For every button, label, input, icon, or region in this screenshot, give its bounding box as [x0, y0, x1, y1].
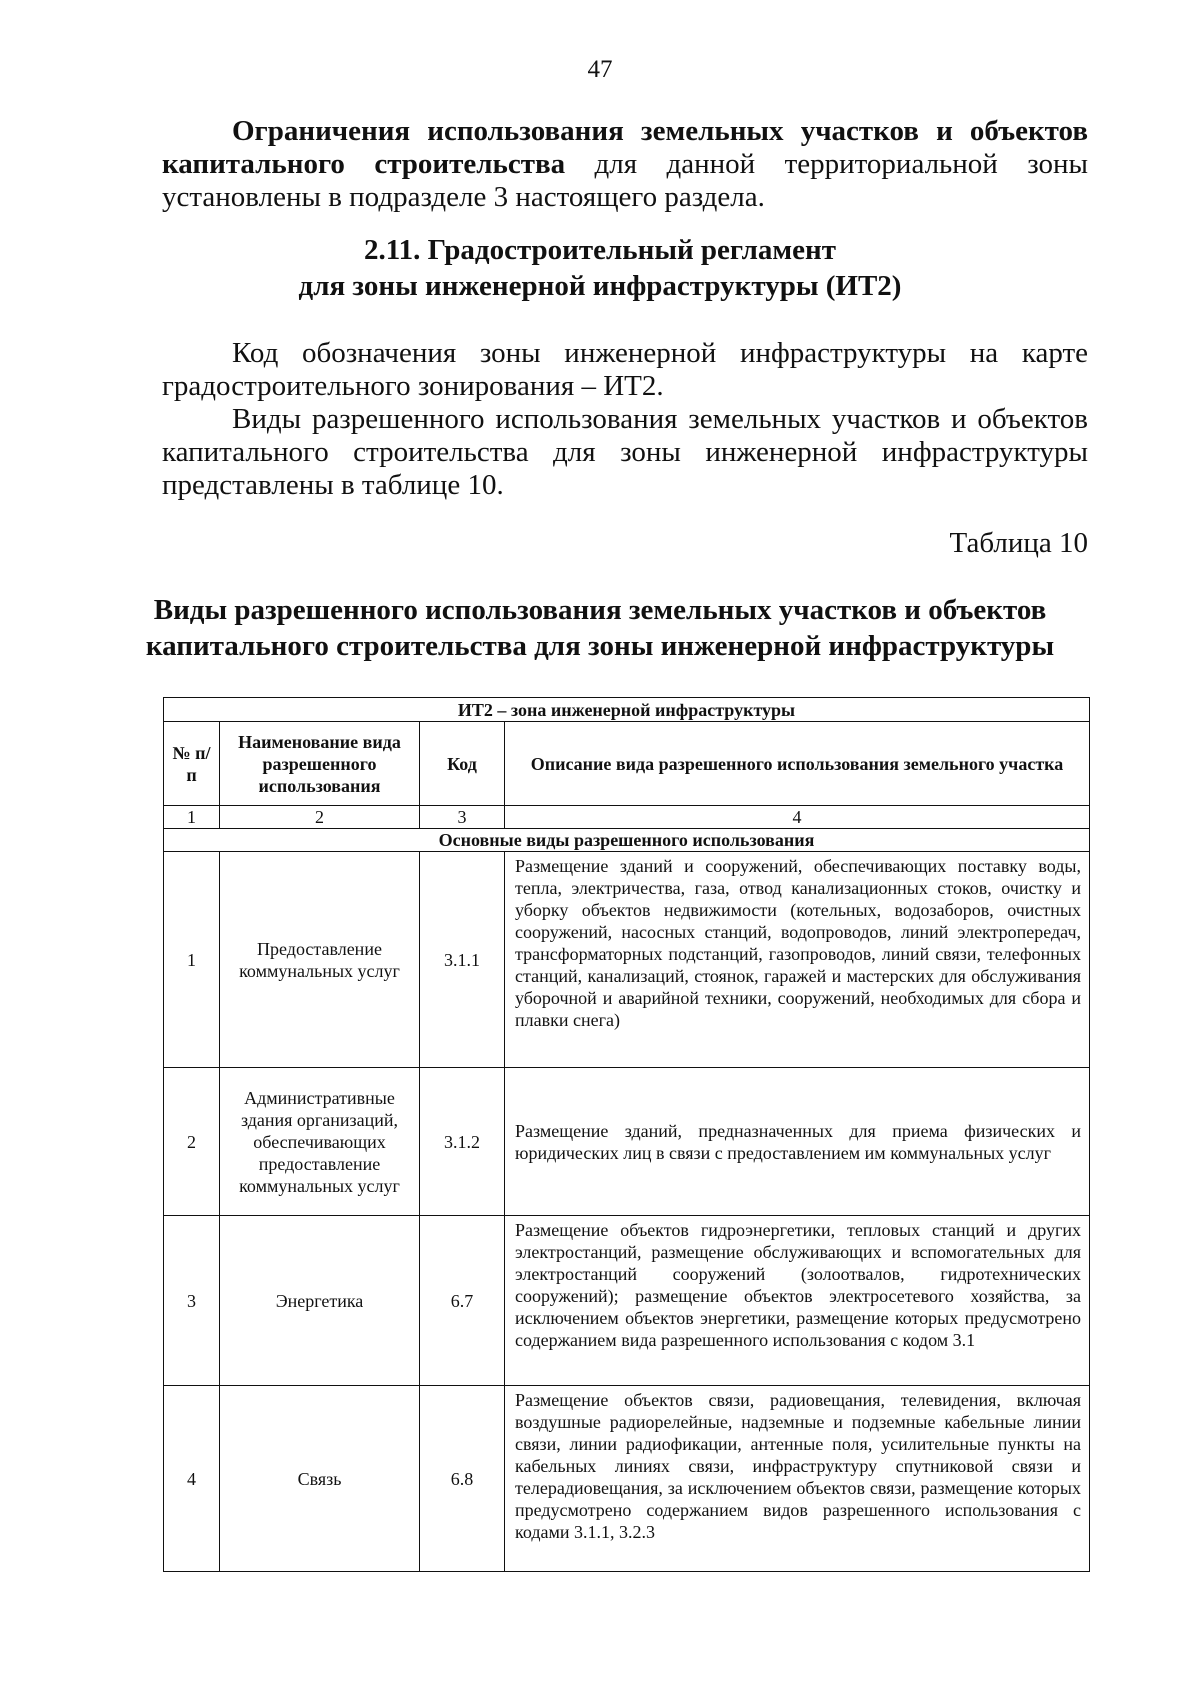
- column-number-row: [164, 806, 1090, 829]
- table-label: Таблица 10: [949, 527, 1088, 559]
- intro-line-3: установлены в подразделе 3 настоящего раздела.: [162, 181, 765, 213]
- table-title-line-2: капитального строительства для зоны инженерной инфраструктуры: [145, 630, 1055, 662]
- zone-header-row: [164, 698, 1090, 722]
- intro-line-1: Ограничения использования земельных участков и объектов: [232, 115, 1088, 147]
- table-row: [164, 1216, 1090, 1386]
- row-description: Размещение объектов гидроэнергетики, тепловых станций и других электростанций, размещение обслуживающих и вспомогательных для электростанций сооружений (золоотвалов, гидротехнических сооружений); размещение объектов электросетевого хозяйства, за исключением объектов энергетики, размещение которых предусмотрено содержанием вида разрешенного использования с кодом 3.1: [505, 1216, 1090, 1386]
- permitted-use-line-1: Виды разрешенного использования земельных участков и объектов: [232, 403, 1088, 435]
- row-description: Размещение зданий и сооружений, обеспечивающих поставку воды, тепла, электричества, газа, отвод канализационных стоков, очистку и уборку объектов недвижимости (котельных, водозаборов, очистных сооружений, насосных станций, водопроводов, линий электропередач, трансформаторных подстанций, газопроводов, линий связи, телефонных станций, канализаций, стоянок, гаражей и мастерских для обслуживания уборочной и аварийной техники, сооружений, необходимых для сбора и плавки снега): [505, 852, 1090, 1068]
- column-number-1: 1: [164, 806, 220, 829]
- column-number-2: 2: [220, 806, 420, 829]
- permitted-use-table: [163, 697, 1090, 1572]
- column-number-3: 3: [420, 806, 505, 829]
- row-code: 6.7: [420, 1216, 505, 1386]
- row-description: Размещение зданий, предназначенных для приема физических и юридических лиц в связи с предоставлением им коммунальных услуг: [505, 1068, 1090, 1216]
- header-code: Код: [420, 722, 505, 806]
- zone-code-paragraph: [162, 337, 1088, 403]
- section-heading-line-1: 2.11. Градостроительный регламент: [364, 234, 836, 266]
- intro-line-2-rest: для данной территориальной зоны: [565, 148, 1089, 180]
- table-title-line-1: Виды разрешенного использования земельных участков и объектов: [153, 594, 1047, 626]
- intro-line-2-bold: капитального строительства: [162, 148, 566, 180]
- row-code: 3.1.2: [420, 1068, 505, 1216]
- table-row: [164, 852, 1090, 1068]
- table-row: [164, 1386, 1090, 1572]
- permitted-use-line-3: представлены в таблице 10.: [162, 469, 504, 501]
- row-code: 3.1.1: [420, 852, 505, 1068]
- row-name: Энергетика: [220, 1216, 420, 1386]
- page-number: 47: [587, 56, 613, 83]
- row-description: Размещение объектов связи, радиовещания, телевидения, включая воздушные радиорелейные, надземные и подземные кабельные линии связи, линии радиофикации, антенные поля, усилительные пункты на кабельных линиях связи, инфраструктуру спутниковой связи и телерадиовещания, за исключением объектов связи, размещение которых предусмотрено содержанием видов разрешенного использования с кодами 3.1.1, 3.2.3: [505, 1386, 1090, 1572]
- header-num: № п/п: [164, 722, 220, 806]
- column-number-4: 4: [505, 806, 1090, 829]
- row-num: 4: [164, 1386, 220, 1572]
- row-num: 3: [164, 1216, 220, 1386]
- row-num: 1: [164, 852, 220, 1068]
- row-name: Административные здания организаций, обеспечивающих предоставление коммунальных услуг: [220, 1068, 420, 1216]
- zone-header-cell: ИТ2 – зона инженерной инфраструктуры: [164, 698, 1090, 722]
- zone-code-line-1: Код обозначения зоны инженерной инфраструктуры на карте: [232, 337, 1088, 369]
- header-description: Описание вида разрешенного использования земельного участка: [505, 722, 1090, 806]
- row-num: 2: [164, 1068, 220, 1216]
- intro-line-2: [162, 148, 1088, 181]
- row-name: Связь: [220, 1386, 420, 1572]
- section-title-cell: Основные виды разрешенного использования: [164, 829, 1090, 852]
- intro-paragraph: [162, 115, 1088, 214]
- table-row: [164, 1068, 1090, 1216]
- permitted-use-paragraph: [162, 403, 1088, 502]
- table-title: [0, 592, 1200, 664]
- row-code: 6.8: [420, 1386, 505, 1572]
- section-heading-line-2: для зоны инженерной инфраструктуры (ИТ2): [298, 270, 902, 302]
- permitted-use-line-2: капитального строительства для зоны инженерной инфраструктуры: [162, 436, 1088, 468]
- zone-code-line-2: градостроительного зонирования – ИТ2.: [162, 370, 664, 402]
- row-name: Предоставление коммунальных услуг: [220, 852, 420, 1068]
- section-heading: [0, 232, 1200, 304]
- column-header-row: [164, 722, 1090, 806]
- section-title-row: [164, 829, 1090, 852]
- header-name: Наименование вида разрешенного использования: [220, 722, 420, 806]
